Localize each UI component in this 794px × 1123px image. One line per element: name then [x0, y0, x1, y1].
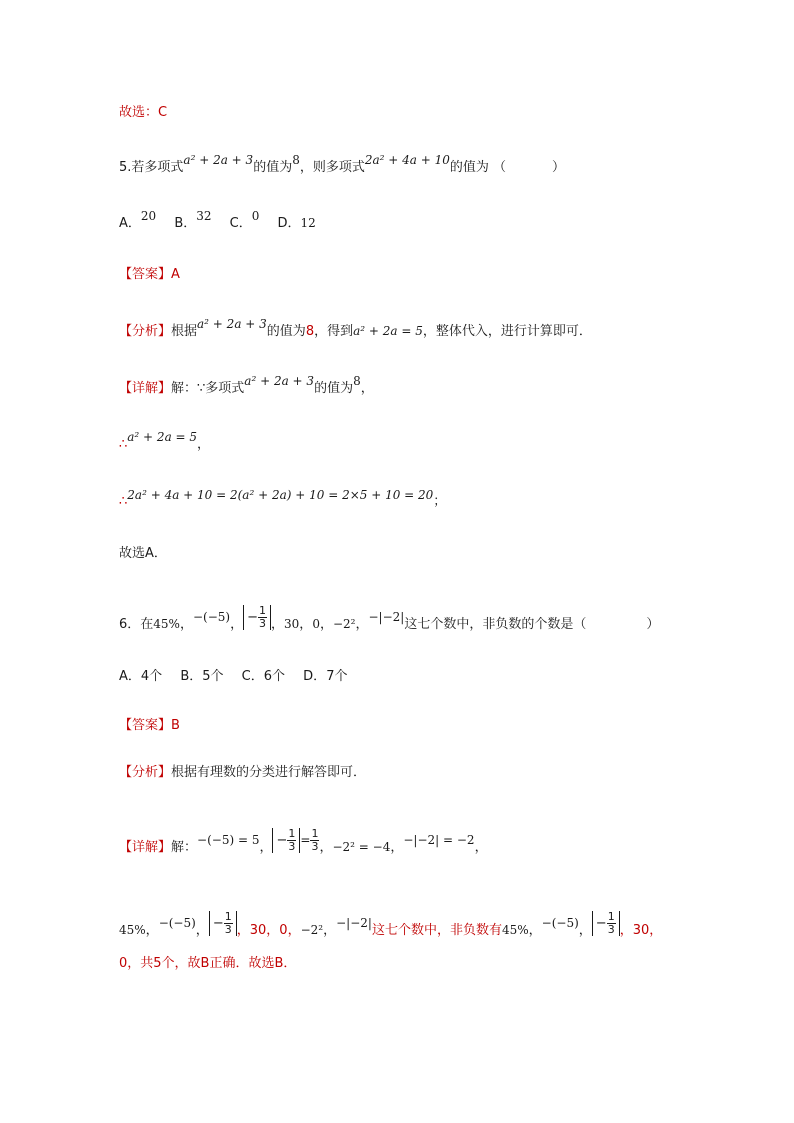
answer-tag: 【答案】 [119, 267, 172, 282]
comma: ， [236, 923, 250, 938]
q5-option-a [119, 209, 157, 233]
detail-text: ， [360, 381, 374, 396]
q5-number: 5. [119, 160, 132, 175]
q5-stem-text: 的值为 [253, 160, 293, 175]
number-item: −(−5) [158, 916, 196, 930]
analysis-text: 根据 [171, 324, 198, 339]
option-value: 32 [196, 209, 212, 223]
comma: ， [355, 617, 369, 632]
option-letter: D． [303, 669, 327, 684]
number-item: 30 [632, 923, 650, 938]
q5-stem-text: 的值为 （ [449, 160, 507, 175]
q6-option-d [303, 668, 347, 686]
option-letter: D． [277, 216, 301, 231]
abs-fraction: − $\frac{1}{3}$ [209, 911, 237, 936]
step-punct: ； [433, 494, 447, 509]
q5-stem [119, 153, 566, 177]
option-letter: C． [229, 216, 252, 231]
q6-option-c [242, 668, 285, 686]
q6-number-item: −|−2| [368, 610, 405, 624]
step-punct: ， [197, 437, 211, 452]
comma: ， [145, 923, 159, 938]
fraction-denominator: 3 [224, 923, 232, 936]
q5-step2 [119, 488, 447, 511]
q5-answer [119, 266, 180, 284]
number-item: −(−5) [541, 916, 579, 930]
detail-tag: 【详解】 [119, 840, 172, 855]
comma: ， [323, 923, 337, 938]
step-equation: 2a² + 4a + 10 = 2(a² + 2a) + 10 = 2×5 + 10 = 20 [127, 488, 434, 502]
comma: ， [266, 923, 280, 938]
q5-analysis [119, 317, 592, 341]
step-equation: a² + 2a = 5 [127, 430, 198, 444]
number-item: 30 [249, 923, 267, 938]
detail-text: 解： [171, 840, 198, 855]
fraction-denominator: 3 [311, 840, 319, 853]
q6-option-a [119, 668, 162, 686]
option-value: 7个 [326, 669, 348, 684]
option-letter: C． [241, 669, 264, 684]
comma: ， [649, 923, 663, 938]
q6-abs-fraction: − $\frac{1}{3}$ [243, 605, 271, 630]
detail-text: 的值为 [314, 381, 354, 396]
q5-option-b [174, 209, 212, 233]
therefore-symbol: ∴ [119, 437, 128, 452]
q6-options [119, 668, 361, 686]
analysis-tag: 【分析】 [119, 324, 172, 339]
option-letter: B． [174, 216, 197, 231]
q6-number-item: −(−5) [192, 610, 231, 624]
q6-number: 6．在 [119, 617, 154, 632]
fraction-numerator: 1 [607, 910, 615, 923]
answer-value: B [171, 718, 180, 733]
number-item: −2² [300, 923, 324, 937]
option-letter: A． [119, 216, 141, 231]
fraction-numerator: 1 [224, 910, 232, 923]
answer-tag: 【答案】 [119, 718, 172, 733]
fraction-numerator: 1 [259, 604, 266, 617]
detail-equation: −|−2| = −2 [403, 833, 475, 847]
equals-sign: = [300, 833, 311, 847]
analysis-text: 的值为 [266, 324, 306, 339]
detail-equation: −(−5) = 5 [197, 833, 260, 847]
analysis-expr: a² + 2a + 3 [197, 317, 267, 331]
option-value: 12 [300, 216, 316, 230]
comma: ， [619, 923, 633, 938]
q6-stem-text: ） [646, 617, 660, 632]
number-item: 45% [119, 923, 146, 937]
fraction-denominator: 3 [607, 923, 615, 936]
detail-abs-fraction: − $\frac{1}{3}$ [272, 828, 300, 853]
comma: ， [319, 840, 333, 855]
number-item: 45% [501, 923, 529, 937]
analysis-tag: 【分析】 [119, 765, 172, 780]
fraction-denominator: 3 [288, 840, 296, 853]
q5-stem-text: 若多项式 [131, 160, 184, 175]
comma: ， [230, 617, 244, 632]
q6-detail [119, 827, 488, 860]
comma: ， [271, 617, 285, 632]
detail-text: 解：∵多项式 [171, 381, 245, 396]
detail-expr: a² + 2a + 3 [244, 374, 315, 388]
q5-stem-text: ） [552, 160, 566, 175]
option-letter: A． [119, 669, 141, 684]
q6-detail-line2 [119, 910, 663, 943]
comma: ， [195, 923, 209, 938]
detail-equation: −2² = −4 [332, 840, 391, 854]
analysis-text: ，得到 [314, 324, 354, 339]
comma: ， [259, 840, 273, 855]
number-item: 0 [279, 923, 288, 938]
q5-value: 8 [292, 153, 300, 167]
q6-option-b [180, 668, 223, 686]
q6-answer [119, 717, 180, 735]
analysis-text: 根据有理数的分类进行解答即可． [171, 765, 367, 780]
option-value: 6个 [263, 669, 286, 684]
comma: ， [179, 617, 193, 632]
comma: ， [287, 923, 301, 938]
option-value: 20 [140, 209, 157, 223]
q5-option-d [278, 214, 316, 233]
q5-detail [119, 374, 374, 398]
comma: ， [319, 617, 333, 632]
q6-analysis [119, 764, 366, 782]
q5-step1 [119, 430, 211, 454]
analysis-value: 8 [305, 324, 315, 339]
q5-conclusion: 故选A． [119, 546, 167, 561]
q5-option-c [229, 209, 260, 233]
abs-fraction: − $\frac{1}{3}$ [592, 911, 620, 936]
detail-value: 8 [353, 374, 361, 388]
option-letter: B． [180, 669, 203, 684]
detail-text: 这七个数中，非负数有 [371, 923, 502, 938]
detail-fraction [310, 828, 319, 853]
comma: ， [390, 840, 404, 855]
comma: ， [474, 840, 488, 855]
option-value: 4个 [140, 669, 163, 684]
prev-answer-choice: 故选：C [119, 105, 168, 120]
q6-number-item: −2² [332, 617, 356, 631]
comma: ， [528, 923, 542, 938]
q6-number-item: 30 [284, 617, 300, 631]
q5-expr-a: a² + 2a + 3 [183, 153, 254, 167]
comma: ， [299, 617, 313, 632]
q6-number-item: 0 [312, 617, 320, 631]
fraction-denominator: 3 [259, 617, 266, 630]
q6-stem [119, 604, 660, 637]
comma: ， [578, 923, 592, 938]
option-value: 0 [251, 209, 260, 223]
q5-stem-text: ，则多项式 [299, 160, 365, 175]
analysis-text: ，整体代入，进行计算即可． [422, 324, 592, 339]
number-item: −|−2| [336, 916, 372, 930]
analysis-equation: a² + 2a = 5 [353, 324, 423, 338]
option-value: 5个 [202, 669, 224, 684]
detail-tag: 【详解】 [119, 381, 172, 396]
answer-value: A [171, 267, 180, 282]
therefore-symbol: ∴ [119, 494, 128, 509]
q5-options [119, 209, 330, 233]
q6-detail-line3: 0，共5个，故B正确．故选B． [119, 956, 297, 971]
fraction-numerator: 1 [311, 827, 319, 840]
q5-expr-b: 2a² + 4a + 10 [364, 153, 450, 167]
q6-number-item: 45% [153, 617, 180, 631]
fraction-numerator: 1 [288, 827, 296, 840]
q6-stem-text: 这七个数中，非负数的个数是（ [404, 617, 587, 632]
